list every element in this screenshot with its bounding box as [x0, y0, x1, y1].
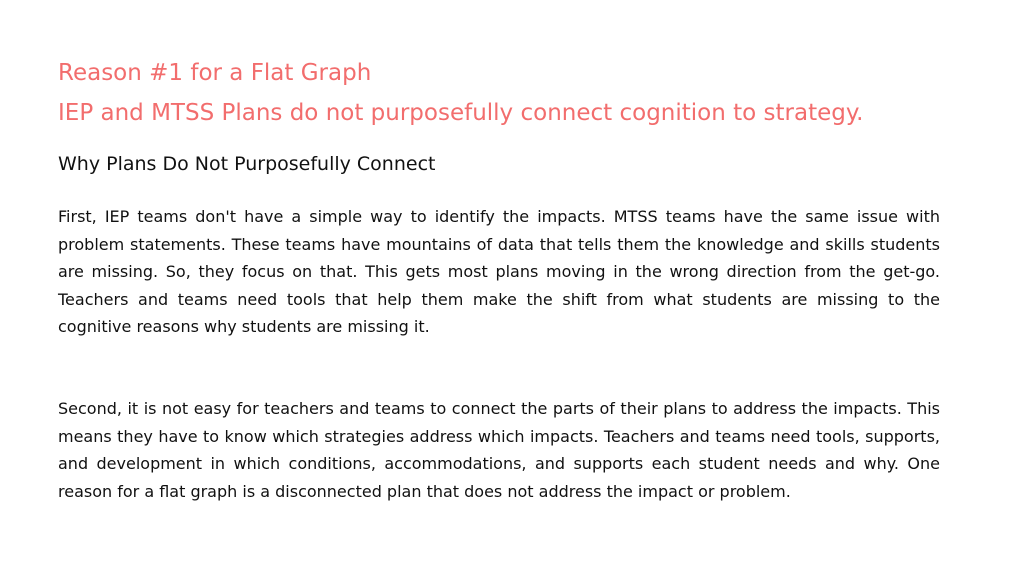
body-paragraph-second: Second, it is not easy for teachers and teams to connect the parts of their plans to address the impacts. This means they have to know which strategies address which impacts. Teachers and teams need tools, supports, and development in which conditions, accommodations, and supports each student needs and why. One reason for a flat graph is a disconnected plan that does not address the impact or problem.: [58, 399, 940, 501]
section-heading: Why Plans Do Not Purposefully Connect: [58, 153, 436, 175]
slide-title: IEP and MTSS Plans do not purposefully connect cognition to strategy.: [58, 100, 864, 126]
slide-content: [58, 0, 942, 576]
slide-kicker: Reason #1 for a Flat Graph: [58, 60, 372, 86]
body-paragraph-first: First, IEP teams don't have a simple way to identify the impacts. MTSS teams have the same issue with problem statements. These teams have mountains of data that tells them the knowledge and skills students are missing. So, they focus on that. This gets most plans moving in the wrong direction from the get-go. Teachers and teams need tools that help them make the shift from what students are missing to the cognitive reasons why students are missing it.: [58, 207, 940, 337]
